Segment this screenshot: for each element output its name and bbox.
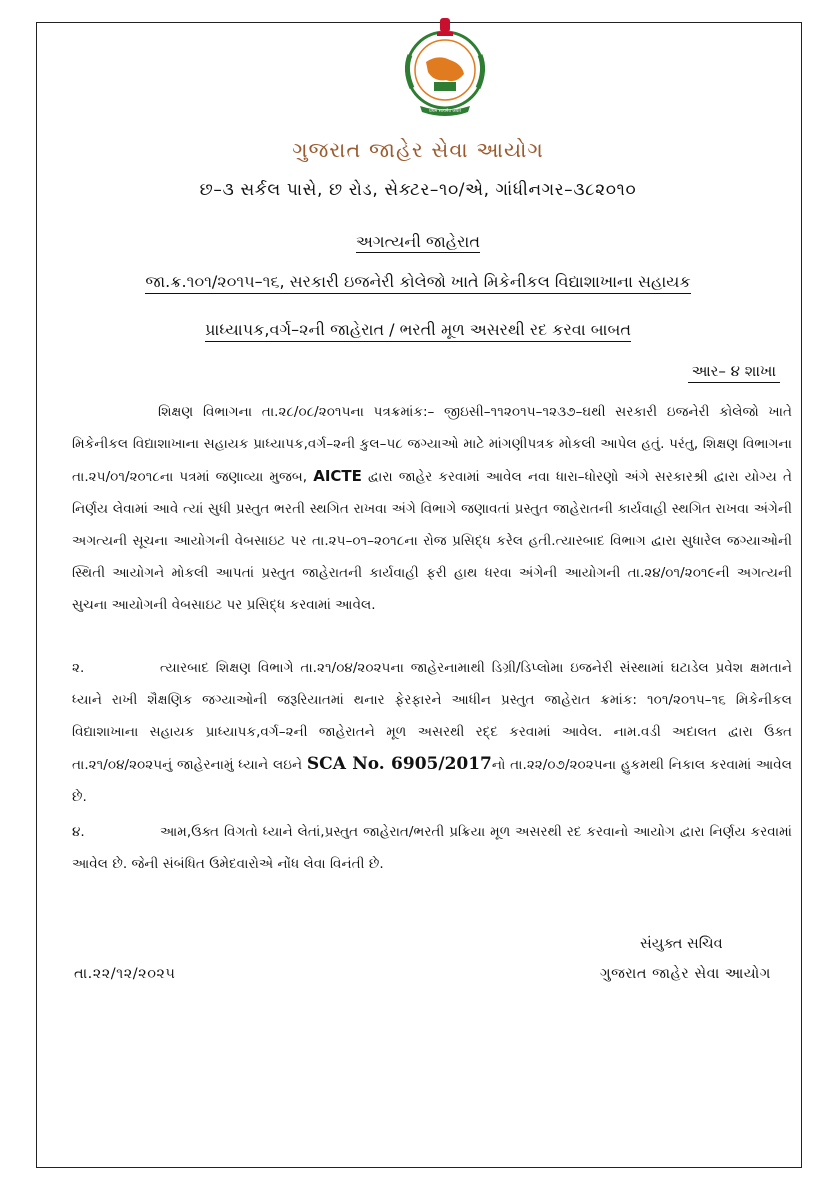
- case-number: SCA No. 6905/2017: [306, 754, 492, 774]
- subject-line-2: પ્રાધ્યાપક,વર્ગ–૨ની જાહેરાત / ભરતી મૂળ અસરથી રદ કરવા બાબત: [60, 320, 776, 340]
- signatory-organization: ગુજરાત જાહેર સેવા આયોગ: [600, 966, 771, 982]
- organization-address: છ–૩ સર્કલ પાસે, છ રોડ, સેક્ટર–૧૦/એ, ગાંધીનગર–૩૮૨૦૧૦: [199, 180, 637, 200]
- paragraph-3: ૪. આમ,ઉક્ત વિગતો ધ્યાને લેતાં,પ્રસ્તુત જાહેરાત/ભરતી પ્રક્રિયા મૂળ અસરથી રદ કરવાનો આયોગ દ્વારા નિર્ણય કરવામાં આવેલ છે. જેની સંબંધિત ઉમેદવારોએ નોંધ લેવા વિનંતી છે.: [72, 824, 792, 872]
- paragraph-1: શિક્ષણ વિભાગના તા.૨૮/૦૮/૨૦૧૫ના પત્રક્રમાંક:– જીઇસી–૧૧૨૦૧૫–૧૨૩૭–ઘથી સરકારી ઇજનેરી કોલેજો ખાતે મિકેનીકલ વિદ્યાશાખાના સહાયક પ્રાધ્યાપક,વર્ગ–૨ની કુલ–૫૮ જગ્યાઓ માટે માંગણીપત્રક મોકલી આપેલ હતું. પરંતુ, શિક્ષણ વિભાગના તા.૨૫/૦૧/૨૦૧૮ના પત્રમાં જણાવ્યા મુજબ, AICTE દ્વારા જાહેર કરવામાં આવેલ નવા ધારા–ધોરણો અંગે સરકારશ્રી દ્વારા યોગ્ય તે નિર્ણય લેવામાં આવે ત્યાં સુધી પ્રસ્તુત ભરતી સ્થગિત રાખવા અંગે વિભાગે જણાવતાં પ્રસ્તુત જાહેરાતની કાર્યવાહી સ્થગિત રાખવા અંગેની અગત્યની સૂચના આયોગની વેબસાઇટ પર તા.૨૫–૦૧–૨૦૧૮ના રોજ પ્રસિદ્ધ કરેલ હતી.ત્યારબાદ વિભાગ દ્વારા સુધારેલ જગ્યાઓની સ્થિતી આયોગને મોકલી આપતાં પ્રસ્તુત જાહેરાતની કાર્યવાહી ફરી હાથ ધરવા અંગેની આયોગની તા.૨૪/૦૧/૨૦૧૯ની અગત્યની સુચના આયોગની વેબસાઇટ પર પ્રસિદ્ધ કરવામાં આવેલ.: [72, 404, 793, 613]
- aicte-text: AICTE: [313, 467, 362, 485]
- svg-text:प्रथम सत्यमेव जयते: प्रथम सत्यमेव जयते: [429, 109, 461, 114]
- gpsc-seal-logo: [390, 10, 500, 120]
- subject-line-1: જા.ક્ર.૧૦૧/૨૦૧૫–૧૬, સરકારી ઇજનેરી કોલેજો ખાતે મિકેનીકલ વિદ્યાશાખાના સહાયક: [60, 272, 776, 292]
- organization-name: ગુજરાત જાહેર સેવા આયોગ: [292, 138, 544, 162]
- paragraph-2: ૨. ત્યારબાદ શિક્ષણ વિભાગે તા.૨૧/૦૪/૨૦૨૫ના જાહેરનામાથી ડિગ્રી/ડિપ્લોમા ઇજનેરી સંસ્થામાં ઘટાડેલ પ્રવેશ ક્ષમતાને ધ્યાને રાખી શૈક્ષણિક જગ્યાઓની જરૂરિયાતમાં થનાર ફેરફારને આધીન પ્રસ્તુત જાહેરાત ક્રમાંક: ૧૦૧/૨૦૧૫–૧૬ મિકેનીકલ વિદ્યાશાખાના સહાયક પ્રાધ્યાપક,વર્ગ–૨ની જાહેરાતને મૂળ અસરથી રદ્દ કરવામાં આવેલ. નામ.વડી અદાલત દ્વારા ઉક્ત તા.૨૧/૦૪/૨૦૨૫નું જાહેરનામું ધ્યાને લઇને SCA No. 6905/2017નો તા.૨૨/૦૭/૨૦૨૫ના હુકમથી નિકાલ કરવામાં આવેલ છે.: [72, 660, 792, 805]
- notice-heading: અગત્યની જાહેરાત: [356, 232, 480, 251]
- signatory-title: સંયુક્ત સચિવ: [640, 936, 723, 952]
- notice-date: તા.૨૨/૧૨/૨૦૨૫: [74, 966, 176, 982]
- branch-label: આર– ૪ શાખા: [688, 362, 780, 383]
